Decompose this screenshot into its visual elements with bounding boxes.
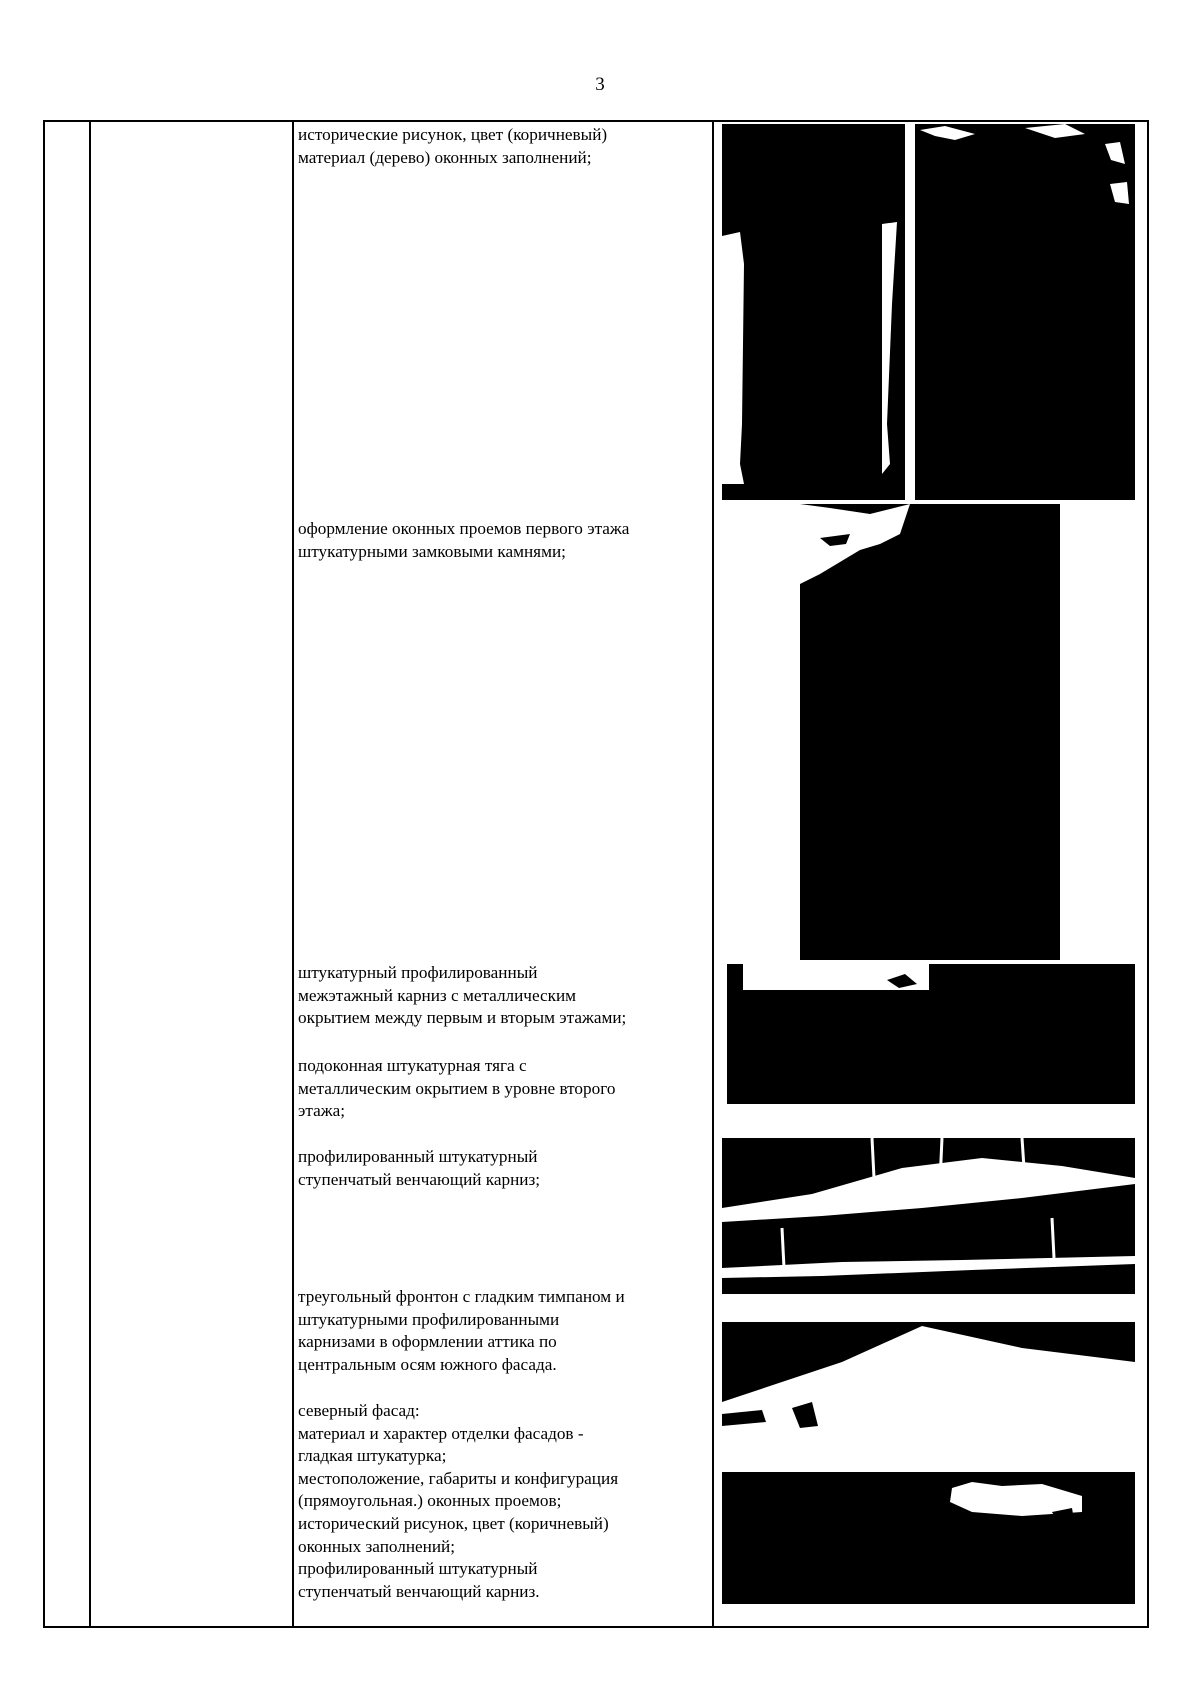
- photo-window-left: [722, 124, 905, 500]
- entry-line: ступенчатый венчающий карниз.: [298, 1581, 540, 1601]
- entry-line: штукатурный профилированный: [298, 963, 538, 982]
- entry-sill-band: [298, 1055, 703, 1123]
- entry-line: исторические рисунок, цвет (коричневый): [298, 125, 608, 144]
- entry-line: исторический рисунок, цвет (коричневый): [298, 1513, 609, 1533]
- entry-keystones: [298, 518, 703, 563]
- entry-line: оконных заполнений;: [298, 1536, 456, 1556]
- entry-line: подоконная штукатурная тяга с: [298, 1056, 527, 1075]
- entry-line: этажа;: [298, 1101, 346, 1121]
- entry-line: материал (дерево) оконных заполнений;: [298, 147, 592, 167]
- entry-line: ступенчатый венчающий карниз;: [298, 1169, 541, 1189]
- entry-crowning-cornice: [298, 1146, 703, 1191]
- page-number: 3: [595, 74, 605, 95]
- column-divider-2: [292, 122, 294, 1626]
- entry-line: оформление оконных проемов первого этажа: [298, 519, 630, 538]
- photo-pediment: [722, 1322, 1135, 1434]
- entry-line: центральным осям южного фасада.: [298, 1354, 557, 1374]
- entry-line: профилированный штукатурный: [298, 1147, 538, 1166]
- entry-line: северный фасад:: [298, 1401, 420, 1420]
- entry-line: межэтажный карниз с металлическим: [298, 985, 577, 1005]
- entry-line: местоположение, габариты и конфигурация: [298, 1468, 619, 1488]
- photo-crowning-cornice: [722, 1138, 1135, 1294]
- entry-north-facade: [298, 1400, 703, 1603]
- entry-line: карнизами в оформлении аттика по: [298, 1332, 557, 1352]
- entry-line: штукатурными профилированными: [298, 1309, 560, 1329]
- entry-line: штукатурными замковыми камнями;: [298, 541, 566, 561]
- entry-window-fillings: [298, 124, 703, 169]
- entry-line: профилированный штукатурный: [298, 1559, 538, 1579]
- entry-line: окрытием между первым и вторым этажами;: [298, 1008, 627, 1028]
- column-divider-1: [89, 122, 91, 1626]
- entry-line: (прямоугольная.) оконных проемов;: [298, 1491, 562, 1511]
- entry-interfloor-cornice: [298, 962, 703, 1030]
- entry-line: треугольный фронтон с гладким тимпаном и: [298, 1287, 625, 1306]
- photo-keystone: [800, 504, 1060, 960]
- column-divider-3: [712, 122, 714, 1626]
- photo-window-right: [915, 124, 1135, 500]
- entry-pediment: [298, 1286, 703, 1376]
- entry-line: металлическим окрытием в уровне второго: [298, 1078, 616, 1098]
- photo-cornice: [727, 964, 1135, 1104]
- entry-line: материал и характер отделки фасадов -: [298, 1423, 584, 1443]
- photo-north-facade: [722, 1472, 1135, 1604]
- entry-line: гладкая штукатурка;: [298, 1446, 447, 1466]
